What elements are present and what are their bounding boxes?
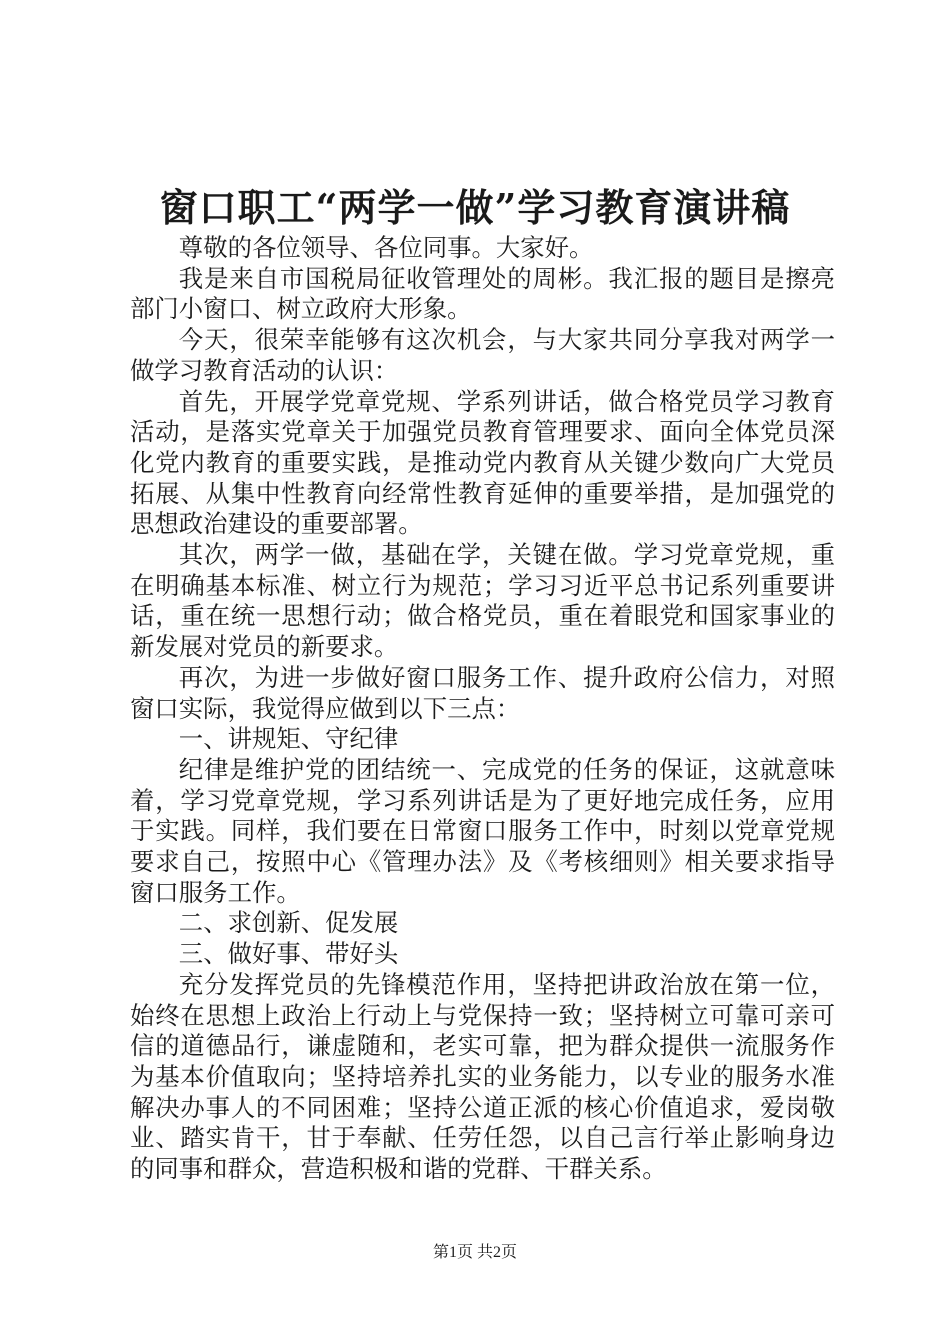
paragraph-third-point: 再次，为进一步做好窗口服务工作、提升政府公信力，对照窗口实际，我觉得应做到以下三点： (130, 662, 835, 723)
section-heading-one: 一、讲规矩、守纪律 (178, 724, 399, 754)
paragraph-second-point: 其次，两学一做，基础在学，关键在做。学习党章党规，重在明确基本标准、树立行为规范；学习习近平总书记系列重要讲话，重在统一思想行动；做合格党员，重在着眼党和国家事业的新发展对党员的新要求。 (130, 540, 835, 662)
paragraph-first-point: 首先，开展学党章党规、学系列讲话，做合格党员学习教育活动，是落实党章关于加强党员教育管理要求、面向全体党员深化党内教育的重要实践，是推动党内教育从关键少数向广大党员拓展、从集中性教育向经常性教育延伸的重要举措，是加强党的思想政治建设的重要部署。 (130, 386, 835, 539)
section-heading-two: 二、求创新、促发展 (178, 908, 399, 938)
document-title: 窗口职工“两学一做”学习教育演讲稿 (159, 185, 791, 230)
document-body (130, 233, 835, 1185)
paragraph-opening: 今天，很荣幸能够有这次机会，与大家共同分享我对两学一做学习教育活动的认识： (130, 325, 835, 385)
paragraph-role-model: 充分发挥党员的先锋模范作用，坚持把讲政治放在第一位，始终在思想上政治上行动上与党保持一致；坚持树立可靠可亲可信的道德品行，谦虚随和，老实可靠，把为群众提供一流服务作为基本价值取向；坚持培养扎实的业务能力，以专业的服务水准解决办事人的不同困难；坚持公道正派的核心价值追求，爱岗敬业、踏实肯干，甘于奉献、任劳任怨，以自己言行举止影响身边的同事和群众，营造积极和谐的党群、干群关系。 (130, 969, 835, 1184)
page-number: 第1页 共2页 (432, 1244, 517, 1261)
paragraph-discipline: 纪律是维护党的团结统一、完成党的任务的保证，这就意味着，学习党章党规，学习系列讲话是为了更好地完成任务，应用于实践。同样，我们要在日常窗口服务工作中，时刻以党章党规要求自己，按照中心《管理办法》及《考核细则》相关要求指导窗口服务工作。 (130, 754, 835, 907)
paragraph-introduction: 我是来自市国税局征收管理处的周彬。我汇报的题目是擦亮部门小窗口、树立政府大形象。 (130, 263, 835, 324)
section-heading-three: 三、做好事、带好头 (178, 939, 399, 969)
paragraph-greeting: 尊敬的各位领导、各位同事。大家好。 (178, 233, 594, 262)
